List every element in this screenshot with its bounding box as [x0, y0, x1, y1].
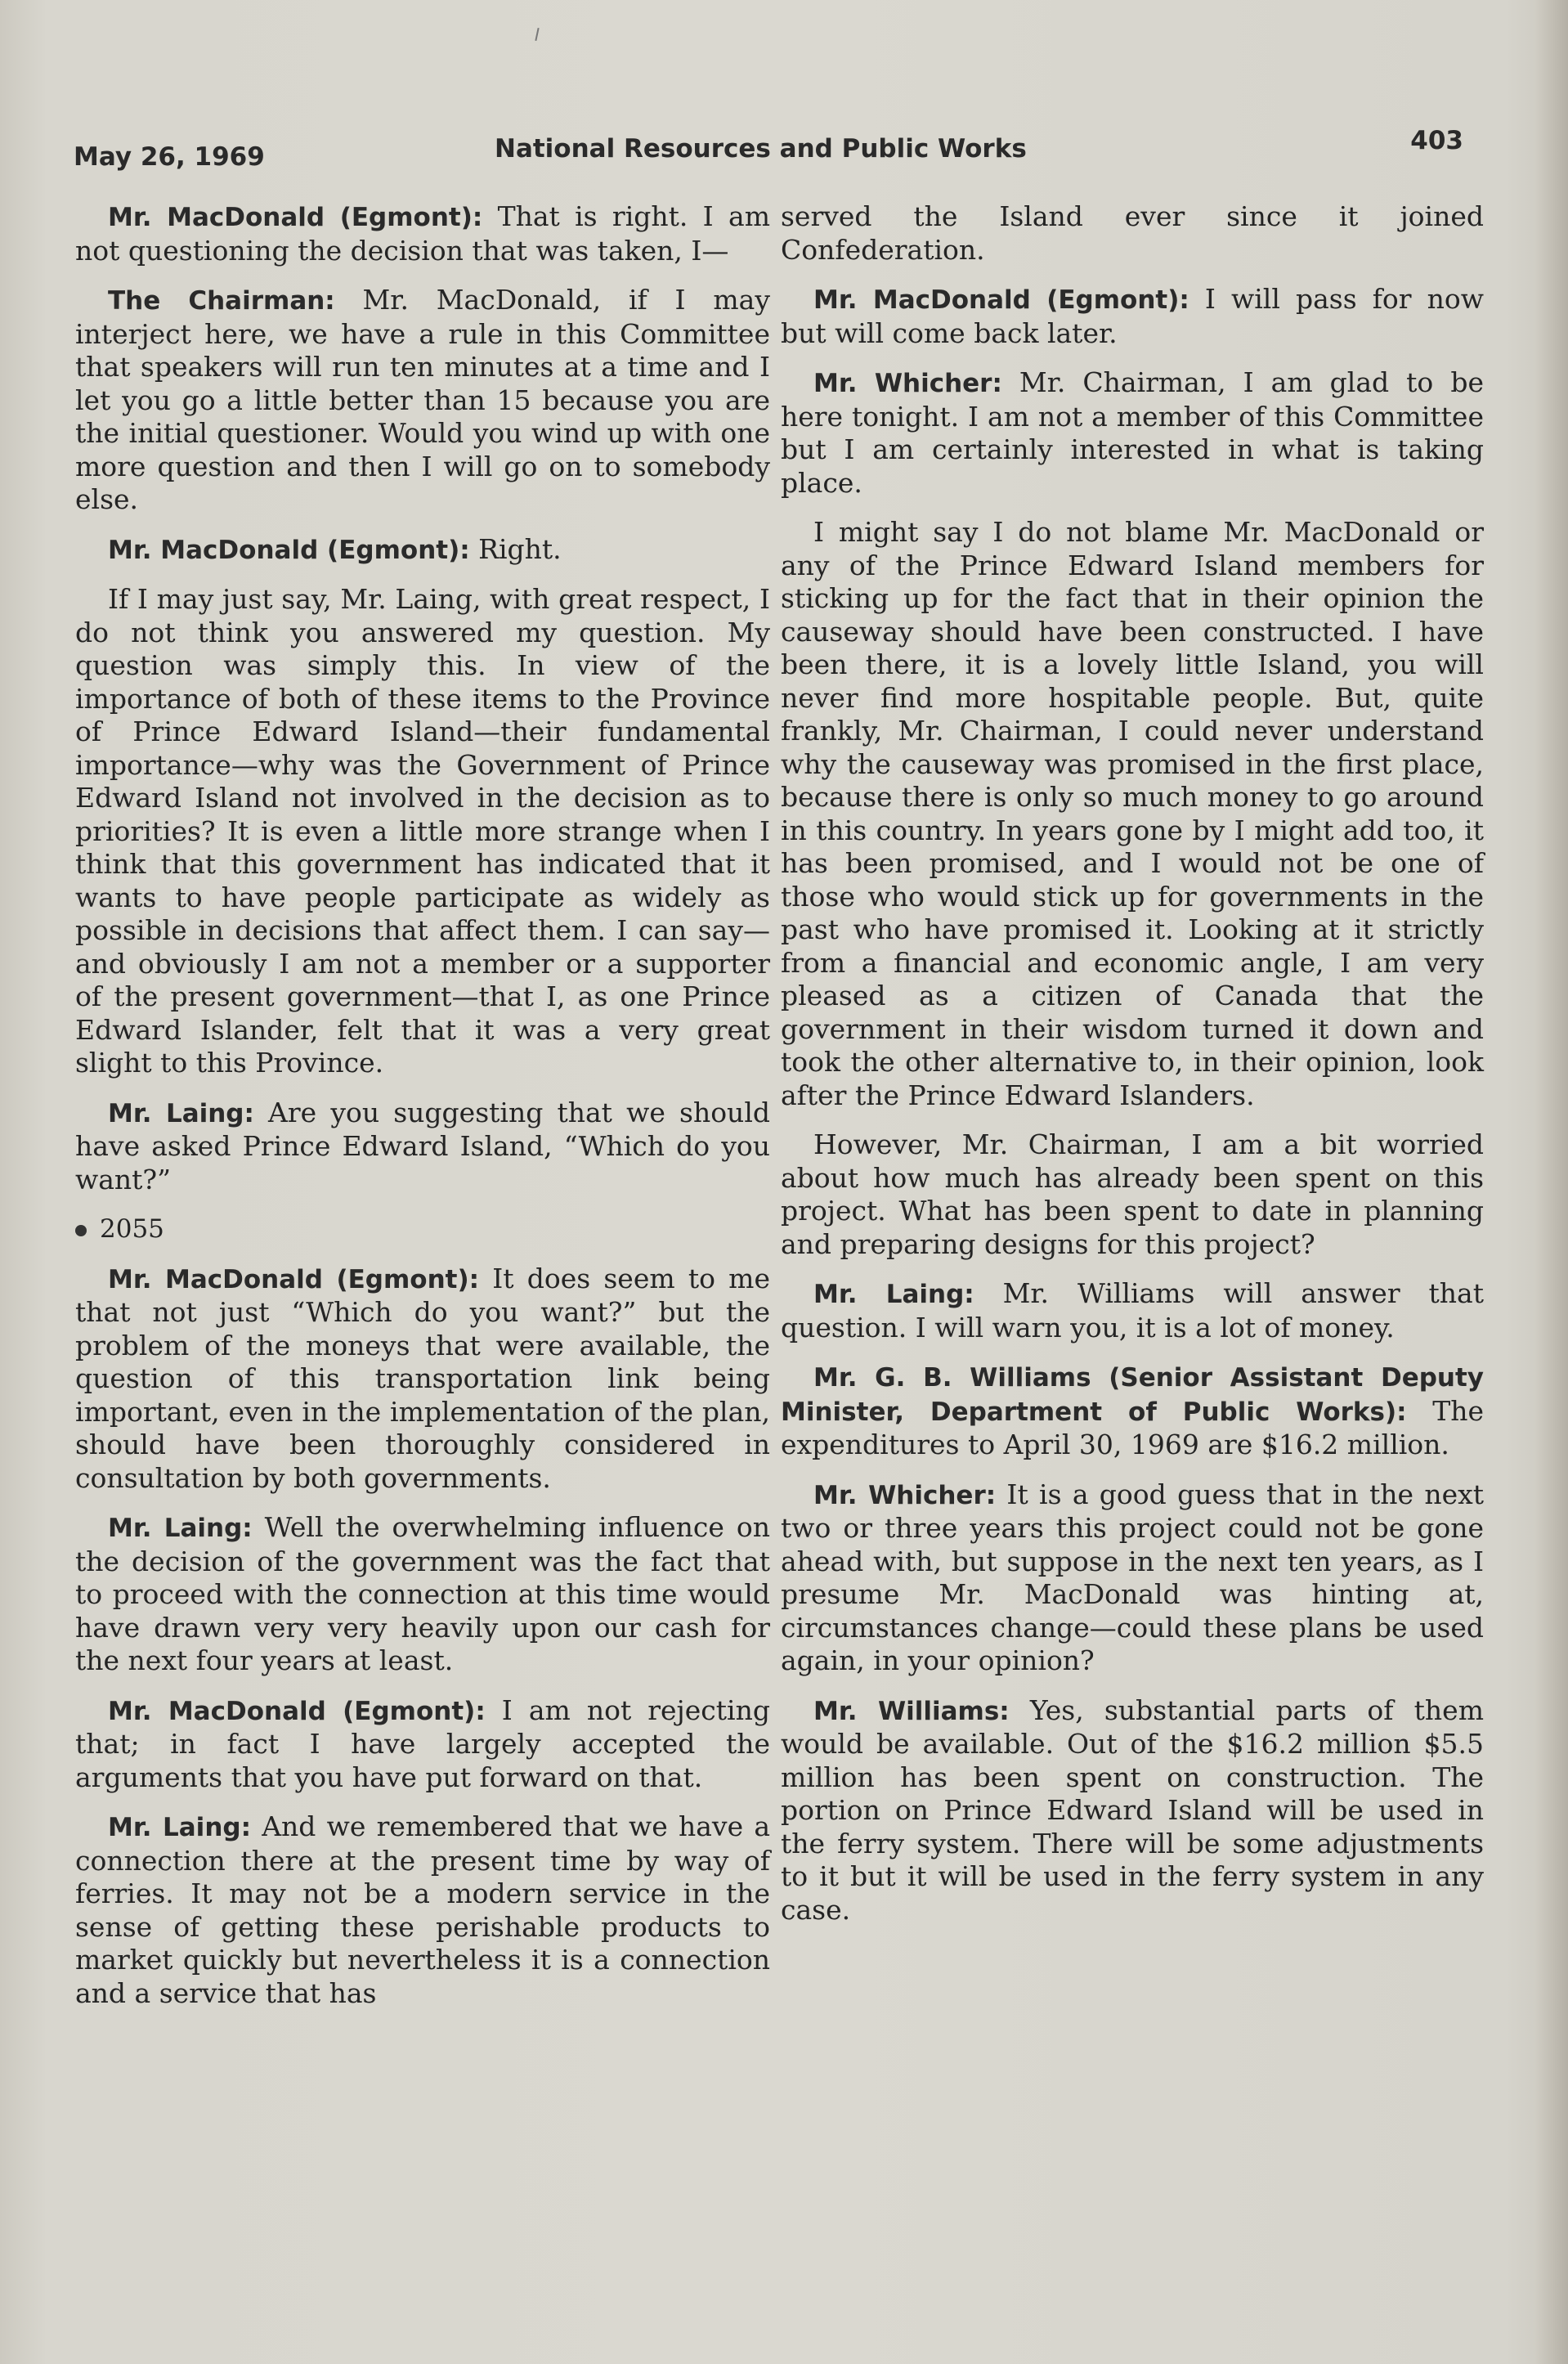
paragraph-text: Yes, substantial parts of them would be available. Out of the $16.2 million $5.5 million has been spent on construction. The portion on Prince Edward Island will be used in the ferry system. There will be some adjustments to it but it will be used in the ferry system in any case. [781, 1693, 1484, 1926]
paragraph [75, 1810, 770, 2010]
running-header [74, 126, 1463, 172]
paragraph-text: Mr. MacDonald, if I may interject here, we have a rule in this Committee that speakers will run ten minutes at a time and I let you go a little better than 15 because you are the initial questioner. Would you wind up with one more question and then I will go on to somebody else. [75, 284, 770, 515]
speaker-name: Mr. Williams: [813, 1696, 1010, 1726]
paragraph-text: That is right. I am not questioning the decision that was taken, I— [75, 200, 770, 267]
paragraph-text: served the Island ever since it joined Confederation. [781, 200, 1484, 266]
paragraph-text: And we remembered that we have a connection there at the present time by way of ferries. It may not be a modern service in the sense of getting these perishable products to market quickly but nevertheless it is a connection and a service that has [75, 1810, 770, 2009]
page-number: 403 [1410, 126, 1463, 155]
header-title: National Resources and Public Works [495, 134, 1027, 164]
book-gutter [1535, 0, 1568, 2364]
speaker-name: Mr. MacDonald (Egmont): [108, 535, 470, 565]
right-column [781, 200, 1484, 1943]
paragraph-text: I am not rejecting that; in fact I have largely accepted the arguments that you have put forward on that. [75, 1693, 770, 1793]
speaker-name: Mr. Laing: [108, 1098, 254, 1128]
paragraph [781, 283, 1484, 350]
speaker-name: Mr. Laing: [108, 1813, 251, 1842]
speaker-name: Mr. MacDonald (Egmont): [108, 203, 483, 232]
paragraph [75, 1511, 770, 1678]
speaker-name: Mr. G. B. Williams (Senior Assistant Deputy Minister, Department of Public Works): [781, 1363, 1484, 1427]
page-mark [535, 28, 539, 41]
speaker-name: Mr. Laing: [108, 1514, 253, 1543]
paragraph-text: However, Mr. Chairman, I am a bit worried about how much has already been spent on this project. What has been spent to date in planning and preparing designs for this project? [781, 1128, 1484, 1260]
paragraph [75, 1263, 770, 1496]
paragraph-text: It is a good guess that in the next two or three years this project could not be gone ahead with, but suppose in the next ten years, as I presume Mr. MacDonald was hinting at, circumstances change—could these plans be used again, in your opinion? [781, 1478, 1484, 1676]
header-date: May 26, 1969 [74, 142, 265, 172]
speaker-name: Mr. Laing: [813, 1280, 974, 1309]
paragraph [781, 1478, 1484, 1678]
paragraph-text: Are you suggesting that we should have asked Prince Edward Island, “Which do you want?” [75, 1096, 770, 1195]
paragraph-text: Mr. Chairman, I am glad to be here tonight. I am not a member of this Committee but I am certainly interested in what is taking place. [781, 366, 1484, 499]
speaker-name: Mr. MacDonald (Egmont): [108, 1264, 480, 1294]
paragraph-text: Well the overwhelming influence on the decision of the government was the fact that to proceed with the connection at this time would have drawn very very heavily upon our cash for the next four years at least. [75, 1511, 771, 1676]
left-column [75, 200, 770, 2026]
paragraph [781, 1277, 1484, 1344]
paragraph [75, 284, 770, 517]
time-marker [75, 1213, 770, 1246]
paragraph-text: It does seem to me that not just “Which do you want?” but the problem of the moneys that were available, the question of this transportation link being important, even in the implementation of the plan, should have been thoroughly considered in consultation by both governments. [75, 1262, 770, 1494]
paragraph-text: I might say I do not blame Mr. MacDonald or any of the Prince Edward Island members for sticking up for the fact that in their opinion the causeway should have been constructed. I have been there, it is a lovely little Island, you will never find more hospitable people. But, quite frankly, Mr. Chairman, I could never understand why the causeway was promised in the first place, because there is only so much money to go around in this country. In years gone by I might add too, it has been promised, and I would not be one of those who would stick up for governments in the past who have promised it. Looking at it strictly from a financial and economic angle, I am very pleased as a citizen of Canada that the government in their wisdom turned it down and took the other alternative to, in their opinion, look after the Prince Edward Islanders. [781, 516, 1484, 1111]
speaker-name: Mr. Whicher: [813, 369, 1002, 398]
paragraph-text: The expenditures to April 30, 1969 are $16.2 million. [781, 1394, 1484, 1460]
paragraph-text: Mr. Williams will answer that question. I will warn you, it is a lot of money. [781, 1277, 1484, 1343]
paragraph [75, 533, 770, 567]
speaker-name: Mr. MacDonald (Egmont): [813, 285, 1189, 315]
paragraph [781, 200, 1484, 267]
paragraph [781, 366, 1484, 500]
paragraph-text: If I may just say, Mr. Laing, with great respect, I do not think you answered my question. My question was simply this. In view of the importance of both of these items to the Province of Prince Edward Island—their fundamental importance—why was the Government of Prince Edward Island not involved in the decision as to priorities? It is even a little more strange when I think that this government has indicated that it wants to have people participate as widely as possible in decisions that affect them. I can say—and obviously I am not a member or a supporter of the present government—that I, as one Prince Edward Islander, felt that it was a very great slight to this Province. [75, 583, 770, 1079]
paragraph [75, 1097, 770, 1197]
paragraph [781, 516, 1484, 1112]
paragraph-text: Right. [469, 532, 562, 565]
paragraph [75, 200, 770, 267]
paragraph [781, 1694, 1484, 1927]
paragraph [781, 1128, 1484, 1261]
speaker-name: The Chairman: [108, 286, 335, 316]
paragraph [75, 1694, 770, 1795]
paragraph-text: I will pass for now but will come back later. [781, 283, 1484, 349]
paragraph [75, 583, 770, 1080]
paragraph [781, 1361, 1484, 1462]
speaker-name: Mr. Whicher: [813, 1480, 997, 1510]
bullet-icon [75, 1225, 87, 1236]
speaker-name: Mr. MacDonald (Egmont): [108, 1696, 486, 1726]
time-marker-text: 2055 [100, 1214, 164, 1244]
